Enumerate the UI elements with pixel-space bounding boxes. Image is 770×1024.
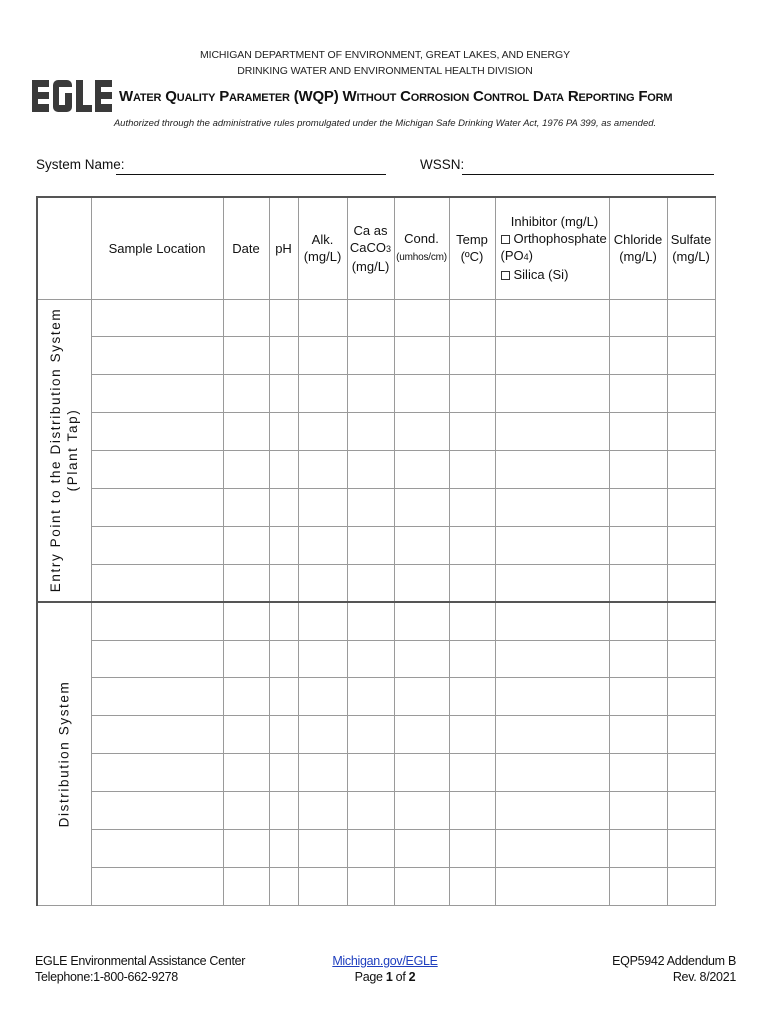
date-cell[interactable] [223, 413, 269, 451]
chloride-cell[interactable] [609, 375, 667, 413]
agency-line-2: DRINKING WATER AND ENVIRONMENTAL HEALTH DIVISION [237, 65, 533, 77]
col-chloride-name: Chloride [613, 232, 663, 248]
inhibitor-cell[interactable] [495, 716, 609, 754]
inhibitor-cell[interactable] [495, 299, 609, 337]
ph-cell[interactable] [269, 564, 298, 602]
sulfate-cell[interactable] [667, 867, 715, 905]
calcium-cell[interactable] [347, 488, 394, 526]
ph-cell[interactable] [269, 337, 298, 375]
temperature-cell[interactable] [449, 754, 495, 792]
chloride-cell[interactable] [609, 716, 667, 754]
inhibitor-cell[interactable] [495, 413, 609, 451]
col-sulfate-unit: (mg/L) [672, 249, 710, 265]
temperature-cell[interactable] [449, 716, 495, 754]
date-cell[interactable] [223, 526, 269, 564]
sample-location-cell[interactable] [91, 375, 223, 413]
revision-date: Rev. 8/2021 [672, 970, 736, 984]
orthophosphate-label: Orthophosphate [513, 231, 607, 247]
date-cell[interactable] [223, 754, 269, 792]
alkalinity-cell[interactable] [298, 754, 347, 792]
table-row [37, 602, 715, 640]
inhibitor-cell[interactable] [495, 754, 609, 792]
chloride-cell[interactable] [609, 564, 667, 602]
chloride-cell[interactable] [609, 488, 667, 526]
col-sulfate-name: Sulfate [670, 232, 712, 248]
col-conductivity [394, 197, 449, 299]
col-chloride [609, 197, 667, 299]
date-cell[interactable] [223, 602, 269, 640]
footer-form-id [612, 953, 736, 985]
ph-cell[interactable] [269, 792, 298, 830]
inhibitor-cell[interactable] [495, 602, 609, 640]
sample-location-cell[interactable] [91, 640, 223, 678]
inhibitor-cell[interactable] [495, 678, 609, 716]
conductivity-cell[interactable] [394, 413, 449, 451]
sample-location-cell[interactable] [91, 564, 223, 602]
inhibitor-cell[interactable] [495, 829, 609, 867]
chloride-cell[interactable] [609, 829, 667, 867]
sulfate-cell[interactable] [667, 526, 715, 564]
table-header-row [37, 197, 715, 299]
temperature-cell[interactable] [449, 792, 495, 830]
conductivity-cell[interactable] [394, 829, 449, 867]
sulfate-cell[interactable] [667, 602, 715, 640]
conductivity-cell[interactable] [394, 716, 449, 754]
calcium-cell[interactable] [347, 451, 394, 489]
chloride-cell[interactable] [609, 640, 667, 678]
sulfate-cell[interactable] [667, 451, 715, 489]
table-row [37, 564, 715, 602]
table-row [37, 754, 715, 792]
alkalinity-cell[interactable] [298, 602, 347, 640]
alkalinity-cell[interactable] [298, 526, 347, 564]
sulfate-cell[interactable] [667, 678, 715, 716]
temperature-cell[interactable] [449, 640, 495, 678]
ph-cell[interactable] [269, 754, 298, 792]
calcium-cell[interactable] [347, 678, 394, 716]
table-row [37, 716, 715, 754]
temperature-cell[interactable] [449, 602, 495, 640]
ph-cell[interactable] [269, 375, 298, 413]
col-cond-unit: (umhos/cm) [396, 252, 447, 264]
table-row [37, 488, 715, 526]
conductivity-cell[interactable] [394, 488, 449, 526]
calcium-cell[interactable] [347, 867, 394, 905]
table-row [37, 678, 715, 716]
sulfate-cell[interactable] [667, 640, 715, 678]
conductivity-cell[interactable] [394, 299, 449, 337]
date-cell[interactable] [223, 299, 269, 337]
egle-logo [32, 76, 114, 116]
col-calcium [347, 197, 394, 299]
ph-cell[interactable] [269, 413, 298, 451]
temperature-cell[interactable] [449, 564, 495, 602]
footer-center-name: EGLE Environmental Assistance Center [35, 954, 246, 968]
sample-location-cell[interactable] [91, 488, 223, 526]
sample-location-cell[interactable] [91, 526, 223, 564]
date-cell[interactable] [223, 716, 269, 754]
conductivity-cell[interactable] [394, 867, 449, 905]
alkalinity-cell[interactable] [298, 792, 347, 830]
calcium-cell[interactable] [347, 564, 394, 602]
alkalinity-cell[interactable] [298, 413, 347, 451]
sample-location-cell[interactable] [91, 829, 223, 867]
conductivity-cell[interactable] [394, 678, 449, 716]
col-chloride-unit: (mg/L) [619, 249, 657, 265]
inhibitor-cell[interactable] [495, 792, 609, 830]
conductivity-cell[interactable] [394, 526, 449, 564]
calcium-cell[interactable] [347, 754, 394, 792]
egle-website-link[interactable]: Michigan.gov/EGLE [332, 954, 438, 968]
temperature-cell[interactable] [449, 526, 495, 564]
inhibitor-cell[interactable] [495, 564, 609, 602]
chloride-cell[interactable] [609, 678, 667, 716]
date-cell[interactable] [223, 375, 269, 413]
temperature-cell[interactable] [449, 678, 495, 716]
wssn-label: WSSN: [420, 157, 465, 172]
chloride-cell[interactable] [609, 792, 667, 830]
header-corner [37, 197, 91, 299]
chloride-cell[interactable] [609, 299, 667, 337]
col-ca-line1: Ca as [353, 222, 388, 238]
conductivity-cell[interactable] [394, 337, 449, 375]
calcium-cell[interactable] [347, 716, 394, 754]
inhibitor-cell[interactable] [495, 337, 609, 375]
date-cell[interactable] [223, 792, 269, 830]
date-cell[interactable] [223, 337, 269, 375]
wqp-data-table [36, 196, 716, 906]
form-title: Water Quality Parameter (WQP) Without Corrosion Control Data Reporting Form [119, 88, 673, 105]
temperature-cell[interactable] [449, 375, 495, 413]
sample-location-cell[interactable] [91, 792, 223, 830]
entry-point-label-line-1: Entry Point to the Distribution System [48, 308, 64, 593]
table-row [37, 640, 715, 678]
sample-location-cell[interactable] [91, 716, 223, 754]
calcium-cell[interactable] [347, 602, 394, 640]
date-cell[interactable] [223, 451, 269, 489]
date-cell[interactable] [223, 564, 269, 602]
calcium-cell[interactable] [347, 829, 394, 867]
ph-cell[interactable] [269, 867, 298, 905]
chloride-cell[interactable] [609, 602, 667, 640]
chloride-cell[interactable] [609, 526, 667, 564]
temperature-cell[interactable] [449, 413, 495, 451]
inhibitor-cell[interactable] [495, 488, 609, 526]
inhibitor-cell[interactable] [495, 867, 609, 905]
sulfate-cell[interactable] [667, 792, 715, 830]
sample-location-cell[interactable] [91, 451, 223, 489]
temperature-cell[interactable] [449, 299, 495, 337]
col-date: Date [223, 197, 269, 299]
distribution-section-label [37, 602, 91, 905]
ph-cell[interactable] [269, 829, 298, 867]
col-ca-subscript: 3 [386, 243, 392, 254]
sample-location-cell[interactable] [91, 413, 223, 451]
col-temp-unit: (ºC) [460, 249, 484, 265]
sample-location-cell[interactable] [91, 337, 223, 375]
conductivity-cell[interactable] [394, 375, 449, 413]
agency-line-1: MICHIGAN DEPARTMENT OF ENVIRONMENT, GREAT LAKES, AND ENERGY [199, 49, 571, 61]
col-ph: pH [269, 197, 298, 299]
conductivity-cell[interactable] [394, 451, 449, 489]
form-number: EQP5942 Addendum B [612, 954, 736, 968]
system-name-field[interactable] [116, 174, 386, 175]
sulfate-cell[interactable] [667, 413, 715, 451]
ph-cell[interactable] [269, 678, 298, 716]
distribution-label-line-1: Distribution System [56, 680, 72, 828]
col-ca-unit: (mg/L) [351, 258, 390, 274]
alkalinity-cell[interactable] [298, 451, 347, 489]
sulfate-cell[interactable] [667, 829, 715, 867]
ph-cell[interactable] [269, 716, 298, 754]
col-alk-unit: (mg/L) [303, 249, 342, 265]
sample-location-cell[interactable] [91, 754, 223, 792]
col-temperature [449, 197, 495, 299]
alkalinity-cell[interactable] [298, 488, 347, 526]
temperature-cell[interactable] [449, 867, 495, 905]
entry-point-section-label [37, 299, 91, 602]
calcium-cell[interactable] [347, 413, 394, 451]
authorization-note: Authorized through the administrative rules promulgated under the Michigan Safe Drinking Water Act, 1976 PA 399, as amended. [113, 118, 657, 129]
sample-location-cell[interactable] [91, 867, 223, 905]
col-alkalinity [298, 197, 347, 299]
table-row [37, 299, 715, 337]
table-row [37, 792, 715, 830]
alkalinity-cell[interactable] [298, 640, 347, 678]
table-row [37, 375, 715, 413]
conductivity-cell[interactable] [394, 754, 449, 792]
alkalinity-cell[interactable] [298, 867, 347, 905]
temperature-cell[interactable] [449, 488, 495, 526]
sample-location-cell[interactable] [91, 602, 223, 640]
agency-header [0, 47, 770, 79]
entry-point-label-line-2: (Plant Tap) [65, 409, 81, 492]
orthophosphate-checkbox[interactable] [501, 235, 510, 244]
alkalinity-cell[interactable] [298, 829, 347, 867]
calcium-cell[interactable] [347, 299, 394, 337]
chloride-cell[interactable] [609, 451, 667, 489]
calcium-cell[interactable] [347, 526, 394, 564]
conductivity-cell[interactable] [394, 564, 449, 602]
chloride-cell[interactable] [609, 413, 667, 451]
date-cell[interactable] [223, 488, 269, 526]
conductivity-cell[interactable] [394, 640, 449, 678]
wssn-field[interactable] [462, 174, 714, 175]
col-cond-name: Cond. [404, 231, 439, 247]
conductivity-cell[interactable] [394, 602, 449, 640]
ph-cell[interactable] [269, 299, 298, 337]
temperature-cell[interactable] [449, 829, 495, 867]
temperature-cell[interactable] [449, 337, 495, 375]
alkalinity-cell[interactable] [298, 299, 347, 337]
silica-checkbox[interactable] [501, 271, 510, 280]
inhibitor-cell[interactable] [495, 526, 609, 564]
system-name-label: System Name: [36, 157, 125, 172]
table-row [37, 867, 715, 905]
temperature-cell[interactable] [449, 451, 495, 489]
footer-telephone: Telephone:1-800-662-9278 [35, 970, 178, 984]
alkalinity-cell[interactable] [298, 564, 347, 602]
inhibitor-cell[interactable] [495, 451, 609, 489]
table-row [37, 413, 715, 451]
calcium-cell[interactable] [347, 337, 394, 375]
sulfate-cell[interactable] [667, 716, 715, 754]
page-number: Page 1 of 2 [354, 970, 416, 984]
col-ca-line2: CaCO [349, 239, 387, 255]
alkalinity-cell[interactable] [298, 678, 347, 716]
alkalinity-cell[interactable] [298, 375, 347, 413]
ph-cell[interactable] [269, 488, 298, 526]
table-row [37, 337, 715, 375]
sample-location-cell[interactable] [91, 299, 223, 337]
ph-cell[interactable] [269, 602, 298, 640]
calcium-cell[interactable] [347, 640, 394, 678]
sulfate-cell[interactable] [667, 488, 715, 526]
orthophosphate-formula: (PO4) [500, 248, 533, 264]
chloride-cell[interactable] [609, 337, 667, 375]
alkalinity-cell[interactable] [298, 716, 347, 754]
chloride-cell[interactable] [609, 867, 667, 905]
conductivity-cell[interactable] [394, 792, 449, 830]
sample-location-cell[interactable] [91, 678, 223, 716]
col-sample-location: Sample Location [91, 197, 223, 299]
col-temp-name: Temp [456, 232, 488, 248]
sulfate-cell[interactable] [667, 375, 715, 413]
col-inhibitor-title: Inhibitor (mg/L) [510, 214, 599, 230]
table-row [37, 451, 715, 489]
alkalinity-cell[interactable] [298, 337, 347, 375]
date-cell[interactable] [223, 867, 269, 905]
calcium-cell[interactable] [347, 792, 394, 830]
sulfate-cell[interactable] [667, 564, 715, 602]
sulfate-cell[interactable] [667, 754, 715, 792]
chloride-cell[interactable] [609, 754, 667, 792]
table-row [37, 829, 715, 867]
inhibitor-cell[interactable] [495, 375, 609, 413]
date-cell[interactable] [223, 678, 269, 716]
ph-cell[interactable] [269, 451, 298, 489]
ph-cell[interactable] [269, 640, 298, 678]
col-sulfate [667, 197, 715, 299]
col-alk-name: Alk. [311, 232, 334, 248]
ph-cell[interactable] [269, 526, 298, 564]
date-cell[interactable] [223, 640, 269, 678]
calcium-cell[interactable] [347, 375, 394, 413]
sulfate-cell[interactable] [667, 337, 715, 375]
table-row [37, 526, 715, 564]
inhibitor-cell[interactable] [495, 640, 609, 678]
col-inhibitor [495, 197, 609, 299]
date-cell[interactable] [223, 829, 269, 867]
silica-label: Silica (Si) [513, 267, 569, 283]
sulfate-cell[interactable] [667, 299, 715, 337]
